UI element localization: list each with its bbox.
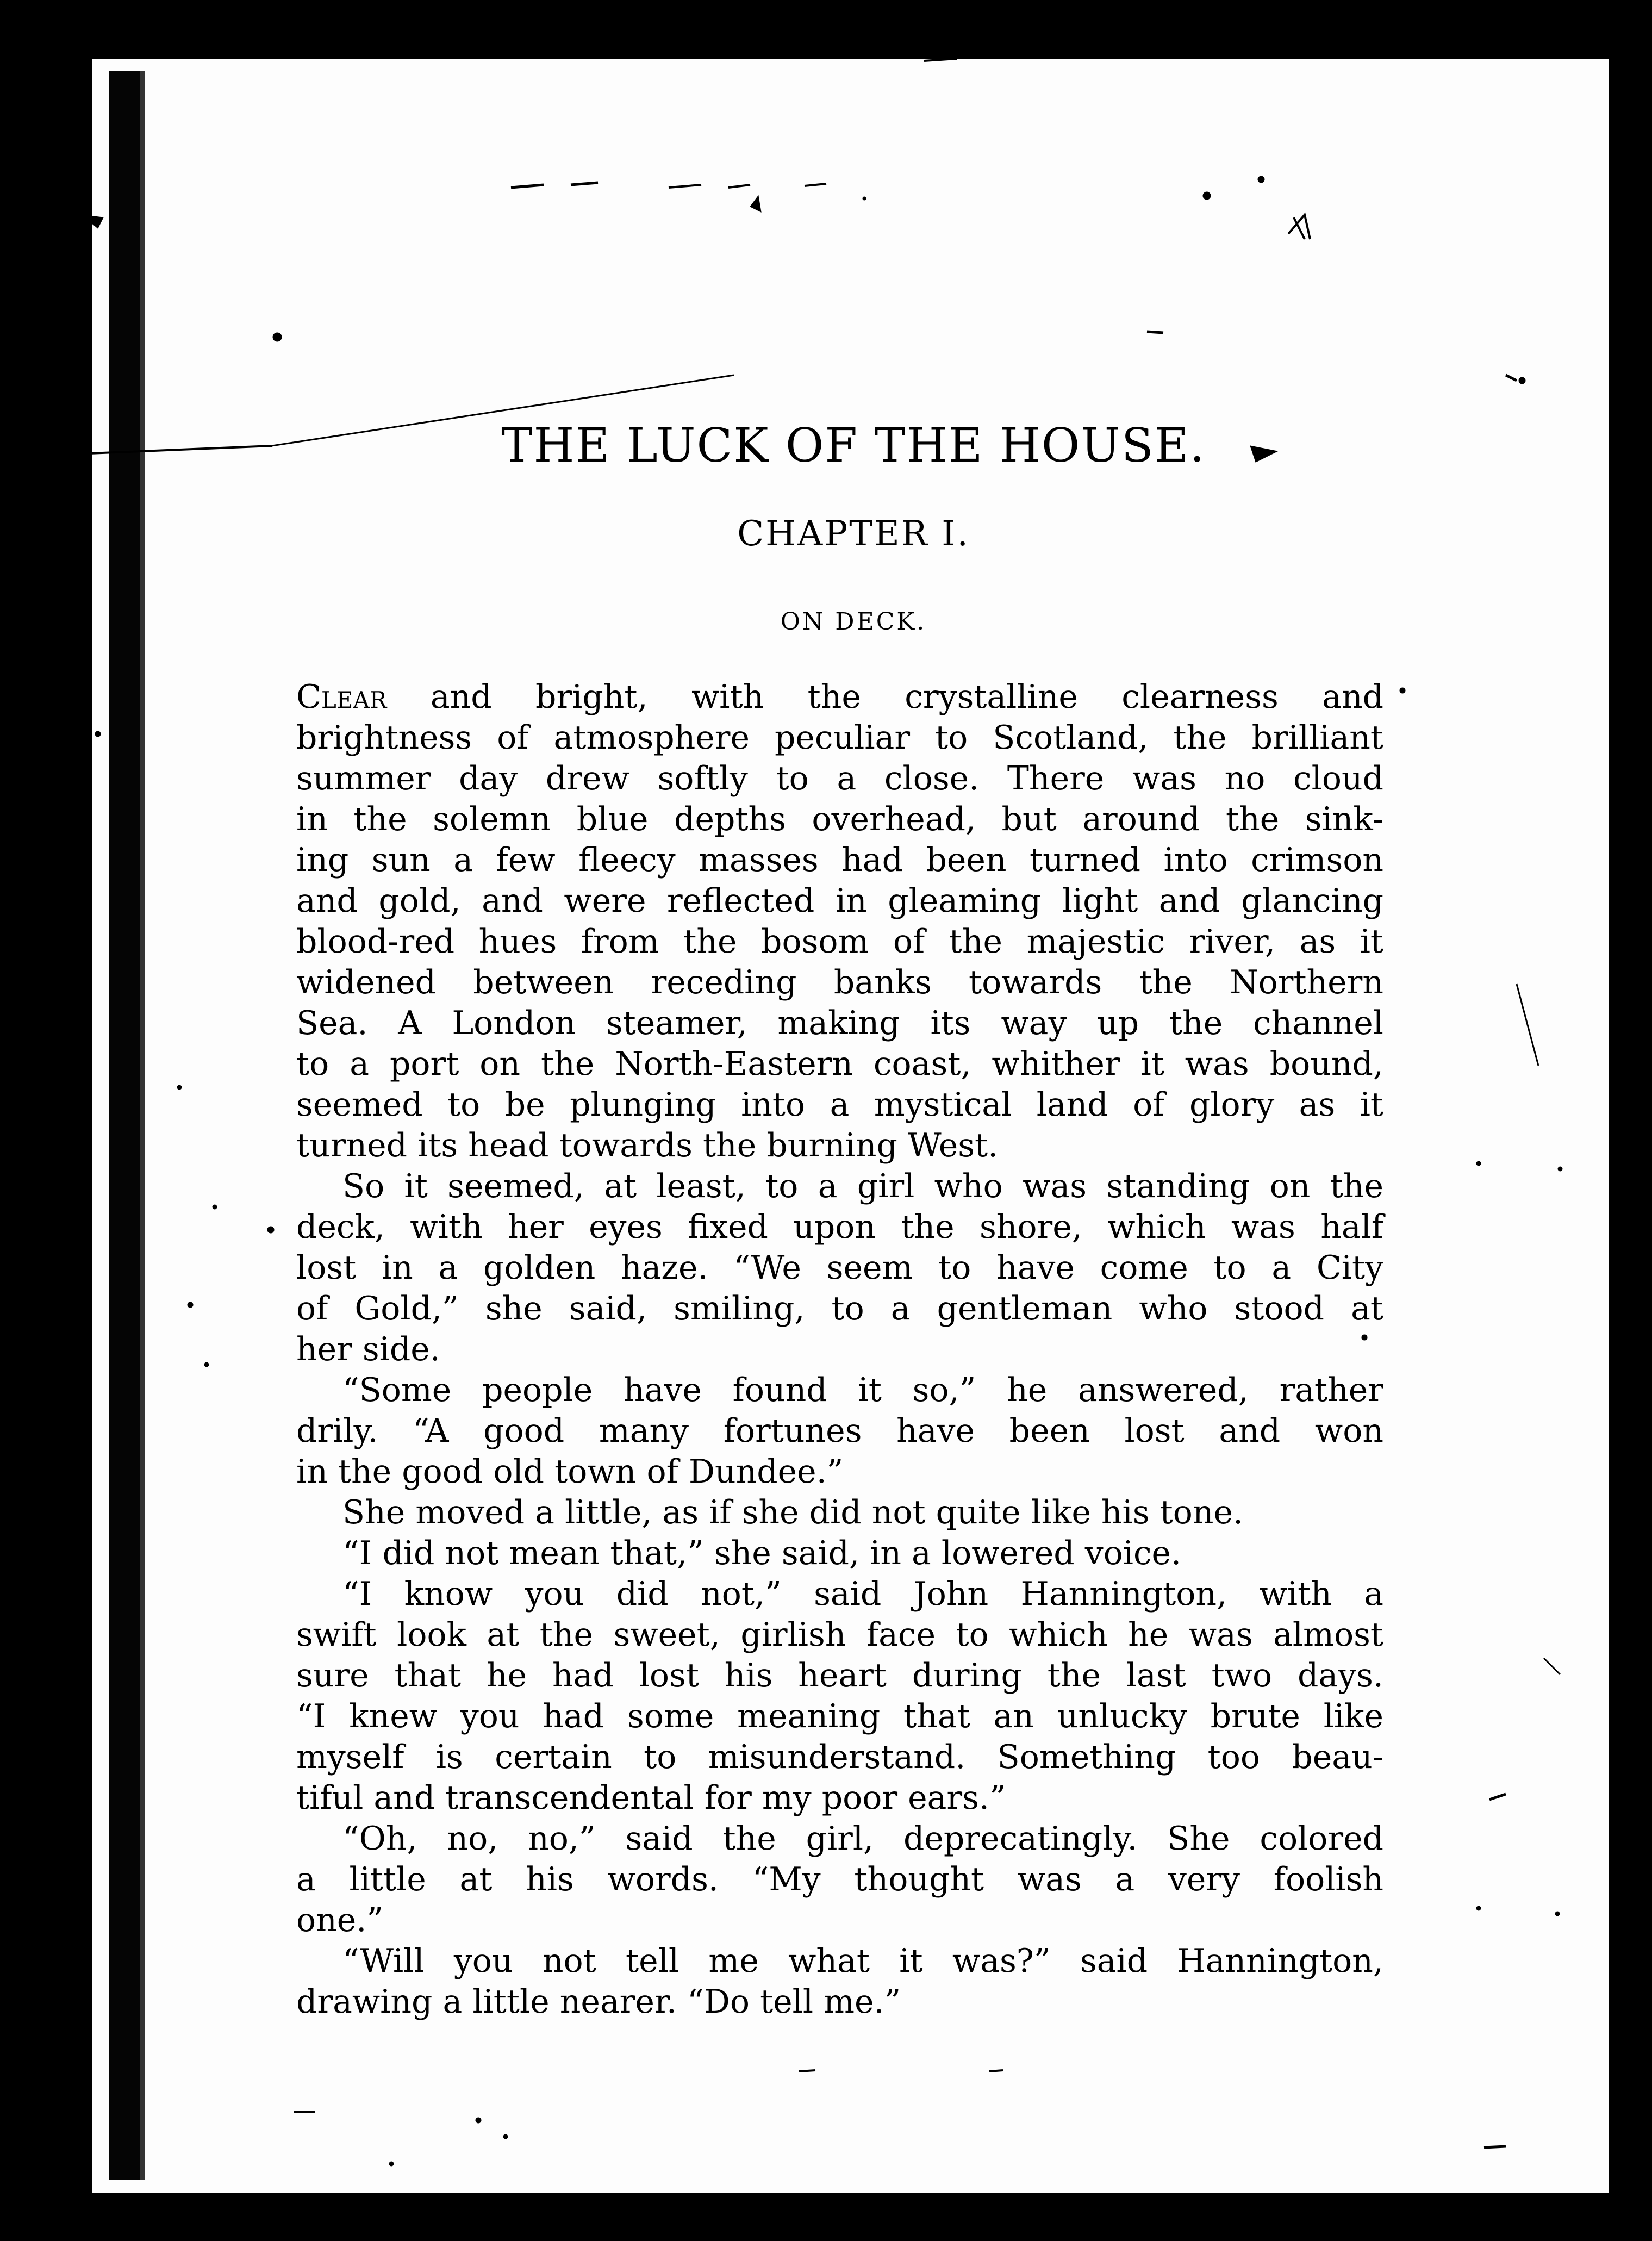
text-line-rest: and bright, with the crystalline clearness and xyxy=(386,678,1383,716)
text-line: to a port on the North-Eastern coast, whither it was bound, xyxy=(296,1045,1383,1083)
text-line: deck, with her eyes fixed upon the shore, which was half xyxy=(296,1208,1383,1246)
text-line: summer day drew softly to a close. There was no cloud xyxy=(296,760,1383,798)
text-line: She moved a little, as if she did not quite like his tone. xyxy=(342,1493,1244,1532)
text-line: “Some people have found it so,” he answered, rather xyxy=(342,1371,1383,1409)
text-line: “I did not mean that,” she said, in a lowered voice. xyxy=(342,1534,1182,1572)
text-line: brightness of atmosphere peculiar to Scotland, the brilliant xyxy=(296,719,1383,757)
text-line: lost in a golden haze. “We seem to have come to a City xyxy=(296,1249,1383,1287)
text-line: So it seemed, at least, to a girl who was standing on the xyxy=(342,1167,1383,1205)
text-line xyxy=(296,677,1383,718)
book-title: THE LUCK OF THE HOUSE. xyxy=(501,419,1206,473)
opening-word: Clear xyxy=(296,678,387,716)
body-text xyxy=(296,677,1383,2022)
text-line: myself is certain to misunderstand. Something too beau- xyxy=(296,1738,1383,1776)
text-line: swift look at the sweet, girlish face to which he was almost xyxy=(296,1616,1383,1654)
text-line: turned its head towards the burning West. xyxy=(296,1126,999,1165)
text-line: in the solemn blue depths overhead, but around the sink- xyxy=(296,800,1383,838)
text-line: seemed to be plunging into a mystical land of glory as it xyxy=(296,1086,1383,1124)
text-line: sure that he had lost his heart during the last two days. xyxy=(296,1657,1383,1695)
text-line: of Gold,” she said, smiling, to a gentleman who stood at xyxy=(296,1290,1383,1328)
text-line: her side. xyxy=(296,1330,440,1368)
text-line: drily. “A good many fortunes have been lost and won xyxy=(296,1412,1383,1450)
text-line: in the good old town of Dundee.” xyxy=(296,1453,844,1491)
text-line: widened between receding banks towards the Northern xyxy=(296,963,1383,1001)
text-line: Sea. A London steamer, making its way up the channel xyxy=(296,1004,1383,1042)
text-line: blood-red hues from the bosom of the majestic river, as it xyxy=(296,923,1383,961)
text-line: “I know you did not,” said John Hannington, with a xyxy=(342,1575,1383,1613)
text-line: ing sun a few fleecy masses had been turned into crimson xyxy=(296,841,1383,879)
text-line: tiful and transcendental for my poor ears.” xyxy=(296,1779,1006,1817)
text-line: “Oh, no, no,” said the girl, deprecatingly. She colored xyxy=(342,1820,1383,1858)
chapter-subtitle: ON DECK. xyxy=(780,608,927,636)
chapter-heading: CHAPTER I. xyxy=(737,514,970,554)
text-line: drawing a little nearer. “Do tell me.” xyxy=(296,1983,901,2021)
text-line: a little at his words. “My thought was a very foolish xyxy=(296,1860,1383,1898)
text-line: “Will you not tell me what it was?” said Hannington, xyxy=(342,1942,1383,1980)
text-line: and gold, and were reflected in gleaming light and glancing xyxy=(296,882,1383,920)
text-line: “I knew you had some meaning that an unlucky brute like xyxy=(296,1697,1383,1735)
text-line: one.” xyxy=(296,1901,384,1939)
